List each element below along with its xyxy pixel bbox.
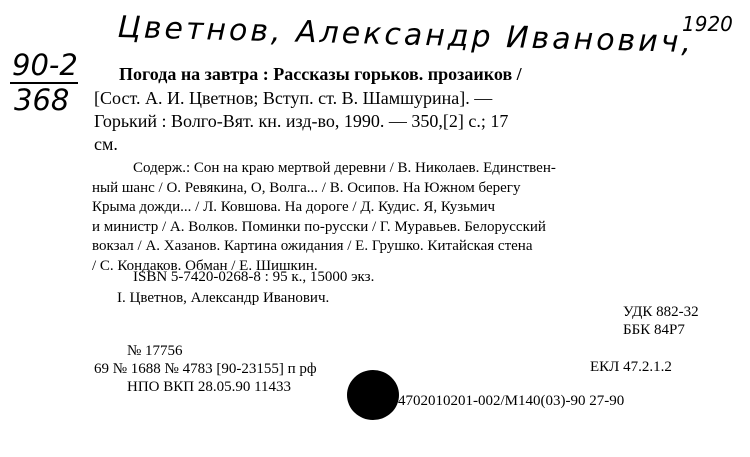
contents-line: и министр / А. Волков. Поминки по-русски / Г. Муравьев. Белорусский bbox=[92, 219, 546, 235]
handwritten-shelf-mark-bottom: 368 bbox=[14, 83, 70, 117]
entry-line-responsibility: [Сост. А. И. Цветнов; Вступ. ст. В. Шамшурина]. — bbox=[94, 88, 493, 108]
added-entry-line: I. Цветнов, Александр Иванович. bbox=[117, 290, 330, 306]
bbk-code: ББК 84Р7 bbox=[623, 322, 685, 338]
entry-line-size: см. bbox=[94, 134, 118, 154]
contents-line: Содерж.: Сон на краю мертвой деревни / В. Николаев. Единствен- bbox=[133, 160, 556, 176]
handwritten-author-name: Цветнов, Александр Иванович, bbox=[117, 10, 695, 61]
publisher-code-line: 4702010201-002/М140(03)-90 27-90 bbox=[398, 393, 625, 409]
npo-line: НПО ВКП 28.05.90 11433 bbox=[127, 379, 292, 395]
entry-title-line: Погода на завтра : Рассказы горьков. прозаиков / bbox=[119, 64, 522, 84]
contents-line: вокзал / А. Хазанов. Картина ожидания / Е. Грушко. Китайская стена bbox=[92, 238, 533, 254]
handwritten-shelf-mark-top: 90-2 bbox=[12, 48, 78, 82]
contents-line: Крыма дожди... / Л. Ковшова. На дороге / Д. Кудис. Я, Кузьмич bbox=[92, 199, 496, 215]
entry-line-publication: Горький : Волго-Вят. кн. изд-во, 1990. — 350,[2] с.; 17 bbox=[94, 111, 509, 131]
ekl-code: ЕКЛ 47.2.1.2 bbox=[590, 359, 672, 375]
udk-code: УДК 882-32 bbox=[623, 304, 699, 320]
order-line: 69 № 1688 № 4783 [90-23155] п рф bbox=[94, 361, 317, 377]
handwritten-year: 1920 bbox=[682, 12, 733, 36]
ink-blot bbox=[347, 370, 399, 420]
contents-line: ный шанс / О. Ревякина, О, Волга... / В. Осипов. На Южном берегу bbox=[92, 180, 521, 196]
card-number: № 17756 bbox=[127, 343, 183, 359]
contents-line: / С. Кондаков. Обман / Е. Шишкин. bbox=[92, 258, 318, 274]
isbn-line: ISBN 5-7420-0268-8 : 95 к., 15000 экз. bbox=[133, 269, 375, 285]
